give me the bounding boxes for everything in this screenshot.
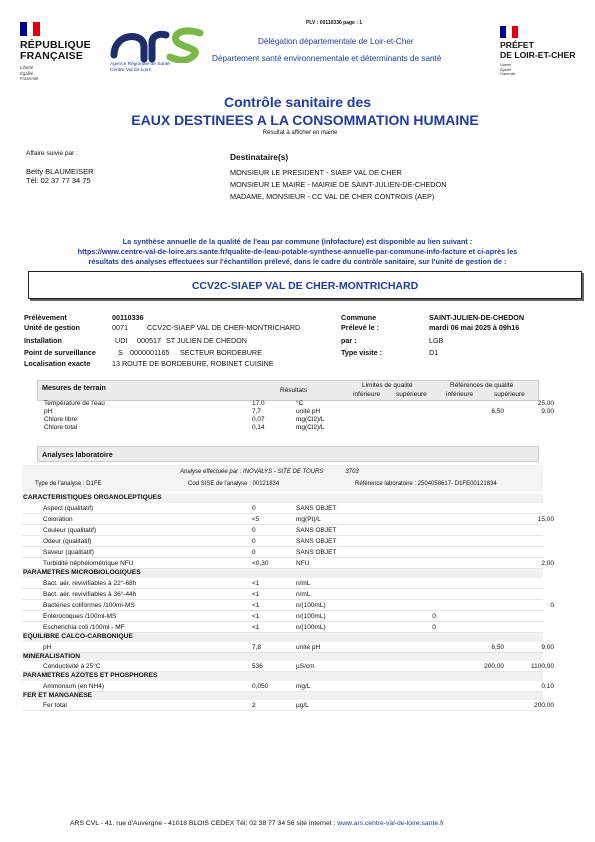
- parameter-name: Bact. aér. revivifiables à 36°-44h: [43, 590, 137, 598]
- result-value: 0,050: [252, 682, 269, 690]
- result-unit: unité pH: [296, 643, 321, 651]
- visite-label: Type visite :: [341, 348, 383, 357]
- result-unit: SANS OBJET: [296, 526, 337, 534]
- result-value: <1: [252, 579, 260, 587]
- result-unit: n/(100mL): [296, 623, 326, 631]
- result-unit: mg/L: [296, 682, 311, 690]
- reference-inferieure: 200,00: [484, 663, 504, 671]
- reference-superieure: 9,00: [541, 408, 554, 415]
- result-row: [40, 424, 540, 432]
- section-title: PARAMETRES AZOTES ET PHOSPHORES: [22, 672, 543, 681]
- col-limites-sup: supérieure: [396, 391, 427, 398]
- result-unit: n/mL: [296, 579, 311, 587]
- unite-label: Unité de gestion: [24, 323, 80, 332]
- col-resultats-header: Résultats: [280, 387, 308, 394]
- terrain-rows: [40, 400, 554, 432]
- document-title-line2: EAUX DESTINEES A LA CONSOMMATION HUMAINE: [131, 112, 479, 128]
- result-row: [22, 589, 543, 600]
- parameter-name: Coloration: [43, 515, 73, 523]
- labo-effectue: Analyse effectuée par : INOVALYS - SITE DE TOURS 3703: [180, 469, 359, 475]
- result-value: 536: [252, 663, 263, 671]
- destinataires-label: Destinataire(s): [230, 152, 289, 162]
- parameter-name: Chlore total: [44, 424, 78, 431]
- unit-box-title: CCV2C-SIAEP VAL DE CHER-MONTRICHARD: [191, 280, 419, 292]
- col-limites-header: Limites de qualité: [362, 382, 413, 389]
- result-row: [22, 611, 543, 622]
- page-reference: PLV : 00110336 page : 1: [306, 20, 363, 26]
- footer: [70, 820, 444, 827]
- parameter-name: Fer total: [43, 702, 67, 710]
- result-unit: µS/cm: [296, 663, 315, 671]
- col-refs-sup: supérieure: [494, 391, 525, 398]
- reference-superieure: 0: [550, 601, 554, 609]
- result-row: [22, 681, 554, 692]
- parameter-name: pH: [44, 408, 53, 415]
- parameter-name: Aspect (qualitatif): [43, 504, 94, 512]
- preleve-label: Prélevé le :: [341, 323, 379, 332]
- result-row: [40, 408, 554, 416]
- commune-value: SAINT-JULIEN-DE-CHEDON: [429, 313, 525, 322]
- result-unit: n/(100mL): [296, 601, 326, 609]
- result-value: 7,8: [252, 643, 262, 651]
- reference-inferieure: 6,50: [491, 643, 504, 651]
- col-refs-header: Références de qualité: [450, 382, 514, 389]
- notice-link[interactable]: https://www.centre-val-de-loire.ars.sante.fr/qualite-de-leau-potable-synthese-annuelle-par-commune-info-facture et ci-après les: [77, 247, 518, 256]
- parameter-name: Température de l'eau: [44, 400, 105, 407]
- destinataire-line: MONSIEUR LE PRESIDENT - SIAEP VAL DE CHER: [230, 168, 402, 177]
- result-row: [40, 400, 554, 408]
- ars-wordmark-icon: [110, 25, 206, 63]
- section-title: CARACTERISTIQUES ORGANOLEPTIQUES: [22, 494, 543, 503]
- french-flag-icon: [500, 26, 518, 38]
- parameter-name: Saveur (qualitatif): [43, 548, 94, 556]
- result-value: 17,0: [252, 400, 265, 407]
- result-unit: SANS OBJET: [296, 504, 337, 512]
- result-value: <0,30: [252, 559, 269, 567]
- result-value: <1: [252, 590, 260, 598]
- reference-superieure: 0,10: [541, 682, 554, 690]
- result-row: [22, 600, 554, 611]
- parameter-name: Bact. aér. revivifiables à 22°-68h: [43, 579, 137, 587]
- labo-type: Type de l'analyse : D1FE: [35, 481, 102, 487]
- ars-logo: Agence Régionale de Santé Centre-Val de Loire: [110, 25, 206, 85]
- result-unit: n/(100mL): [296, 612, 326, 620]
- reference-superieure: 1100,00: [530, 663, 554, 671]
- point-type: S: [118, 348, 123, 357]
- limit-superieure: 0: [432, 623, 436, 631]
- result-row: [22, 558, 554, 569]
- department-text: Département santé environnementale et déterminants de santé: [212, 54, 442, 63]
- section-title: MINERALISATION: [22, 653, 543, 662]
- result-value: 0: [252, 548, 256, 556]
- result-row: [22, 536, 543, 547]
- footer-link[interactable]: www.ars.centre-val-de-loire.sante.fr: [337, 820, 445, 827]
- parameter-name: Odeur (qualitatif): [43, 537, 92, 545]
- point-code: 0000001165: [130, 348, 170, 357]
- visite-value: D1: [429, 348, 439, 357]
- unite-name: CCV2C-SIAEP VAL DE CHER-MONTRICHARD: [147, 323, 301, 332]
- reference-superieure: 9,00: [541, 643, 554, 651]
- result-value: <1: [252, 612, 260, 620]
- destinataire-line: MONSIEUR LE MAIRE - MAIRIE DE SAINT-JULIEN-DE-CHEDON: [230, 180, 447, 189]
- commune-label: Commune: [341, 313, 377, 322]
- notice-line: La synthèse annuelle de la qualité de l'eau par commune (infofacture) est disponible au lien suivant :: [122, 237, 473, 246]
- parameter-name: Entérocoques /100ml-MS: [43, 612, 117, 620]
- labo-title: Analyses laboratoire: [42, 450, 113, 459]
- unite-code: 0071: [112, 323, 128, 332]
- result-row: [22, 503, 543, 514]
- result-unit: °C: [296, 400, 304, 407]
- parameter-name: Chlore libre: [44, 416, 78, 423]
- col-limites-inf: inférieure: [353, 391, 381, 398]
- result-value: 0: [252, 537, 256, 545]
- delegation-text: Délégation départementale de Loir-et-Cher: [258, 37, 414, 46]
- parameter-name: Escherichia coli /100ml - MF: [43, 623, 125, 631]
- result-row: [22, 578, 543, 589]
- affaire-label: Affaire suivie par :: [26, 150, 78, 157]
- parameter-name: Turbidité néphélométrique NFU: [43, 559, 134, 567]
- result-value: 0,07: [252, 416, 265, 423]
- parameter-name: Couleur (qualitatif): [43, 526, 97, 534]
- parameter-name: Bactéries coliformes /100ml-MS: [43, 601, 135, 609]
- result-row: [22, 661, 554, 672]
- section-title: FER ET MANGANESE: [22, 692, 543, 701]
- destinataire-line: MADAME, MONSIEUR - CC VAL DE CHER CONTROIS (AEP): [230, 192, 435, 201]
- preleve-value: mardi 06 mai 2025 à 09h16: [429, 323, 520, 332]
- result-value: 2: [252, 702, 256, 710]
- result-unit: SANS OBJET: [296, 548, 337, 556]
- footer-address: ARS CVL - 41, rue d'Auvergne - 41018 BLOIS CEDEX Tél: 02 38 77 34 56 site internet :: [70, 820, 338, 827]
- result-unit: unité pH: [296, 408, 321, 415]
- result-row: [22, 622, 543, 633]
- installation-label: Installation: [24, 336, 62, 345]
- result-unit: mg(Pt)/L: [296, 515, 321, 523]
- result-unit: n/mL: [296, 590, 311, 598]
- par-label: par :: [341, 336, 357, 345]
- result-unit: SANS OBJET: [296, 537, 337, 545]
- prelevement-value: 00110336: [112, 313, 144, 322]
- result-value: <5: [252, 515, 260, 523]
- par-value: LGB: [429, 336, 444, 345]
- result-value: 7,7: [252, 408, 262, 415]
- col-refs-inf: inférieure: [446, 391, 474, 398]
- affaire-tel: Tél: 02 37 77 34 75: [26, 176, 91, 185]
- result-row: [22, 547, 543, 558]
- localisation-value: 13 ROUTE DE BORDEBURE, ROBINET CUISINE: [112, 359, 274, 368]
- notice-line: résultats des analyses effectuées sur l'échantillon prélevé, dans le cadre du contrôle sanitaire, sur l'unité de gestion de :: [88, 257, 507, 266]
- labo-cod-sise: Cod SISE de l'analyse : 00121834: [188, 481, 280, 487]
- result-unit: mg(Cl2)/L: [296, 416, 325, 423]
- parameter-name: Ammonium (en NH4): [43, 682, 105, 690]
- reference-superieure: 200,00: [534, 702, 554, 710]
- limit-superieure: 0: [432, 612, 436, 620]
- republique-francaise-logo: RÉPUBLIQUE FRANÇAISE Liberté Égalité Fraternité: [20, 22, 100, 82]
- installation-code: 000517: [137, 336, 161, 345]
- section-title: EQUILIBRE CALCO-CARBONIQUE: [22, 633, 543, 642]
- installation-type: UDI: [115, 336, 128, 345]
- result-row: [22, 642, 554, 653]
- labo-ref: Référence laboratoire : 2504058617- D1FE00121834: [355, 481, 497, 487]
- result-row: [22, 700, 554, 711]
- result-value: <1: [252, 623, 260, 631]
- terrain-title: Mesures de terrain: [42, 383, 106, 392]
- result-value: 0,14: [252, 424, 265, 431]
- document-title-line1: Contrôle sanitaire des: [223, 94, 372, 110]
- document-subtitle: Résultat à afficher en mairie: [262, 130, 338, 136]
- french-flag-icon: [20, 22, 40, 36]
- result-value: 0: [252, 526, 256, 534]
- prelevement-label: Prélèvement: [24, 313, 67, 322]
- result-row: [22, 514, 554, 525]
- result-row: [22, 525, 543, 536]
- result-unit: NFU: [296, 559, 310, 567]
- affaire-name: Betty BLAUMEISER: [26, 167, 94, 176]
- localisation-label: Localisation exacte: [24, 359, 91, 368]
- result-value: 0: [252, 504, 256, 512]
- result-row: [40, 416, 540, 424]
- section-title: PARAMETRES MICROBIOLOGIQUES: [22, 569, 543, 578]
- lab-results: [22, 494, 554, 711]
- prefet-loir-et-cher-logo: PRÉFET DE LOIR-ET-CHER Liberté Égalité Fraternité: [500, 26, 580, 77]
- reference-inferieure: 6,50: [491, 408, 504, 415]
- parameter-name: pH: [43, 643, 52, 651]
- result-value: <1: [252, 601, 260, 609]
- point-name: SECTEUR BORDEBURE: [180, 348, 262, 357]
- installation-name: ST JULIEN DE CHEDON: [166, 336, 247, 345]
- result-unit: µg/L: [296, 702, 309, 710]
- reference-superieure: 2,00: [541, 559, 554, 567]
- point-label: Point de surveillance: [24, 348, 96, 357]
- parameter-name: Conductivité à 25°C: [43, 663, 101, 671]
- result-unit: mg(Cl2)/L: [296, 424, 325, 431]
- reference-superieure: 15,00: [537, 515, 554, 523]
- reference-superieure: 25,00: [537, 400, 554, 407]
